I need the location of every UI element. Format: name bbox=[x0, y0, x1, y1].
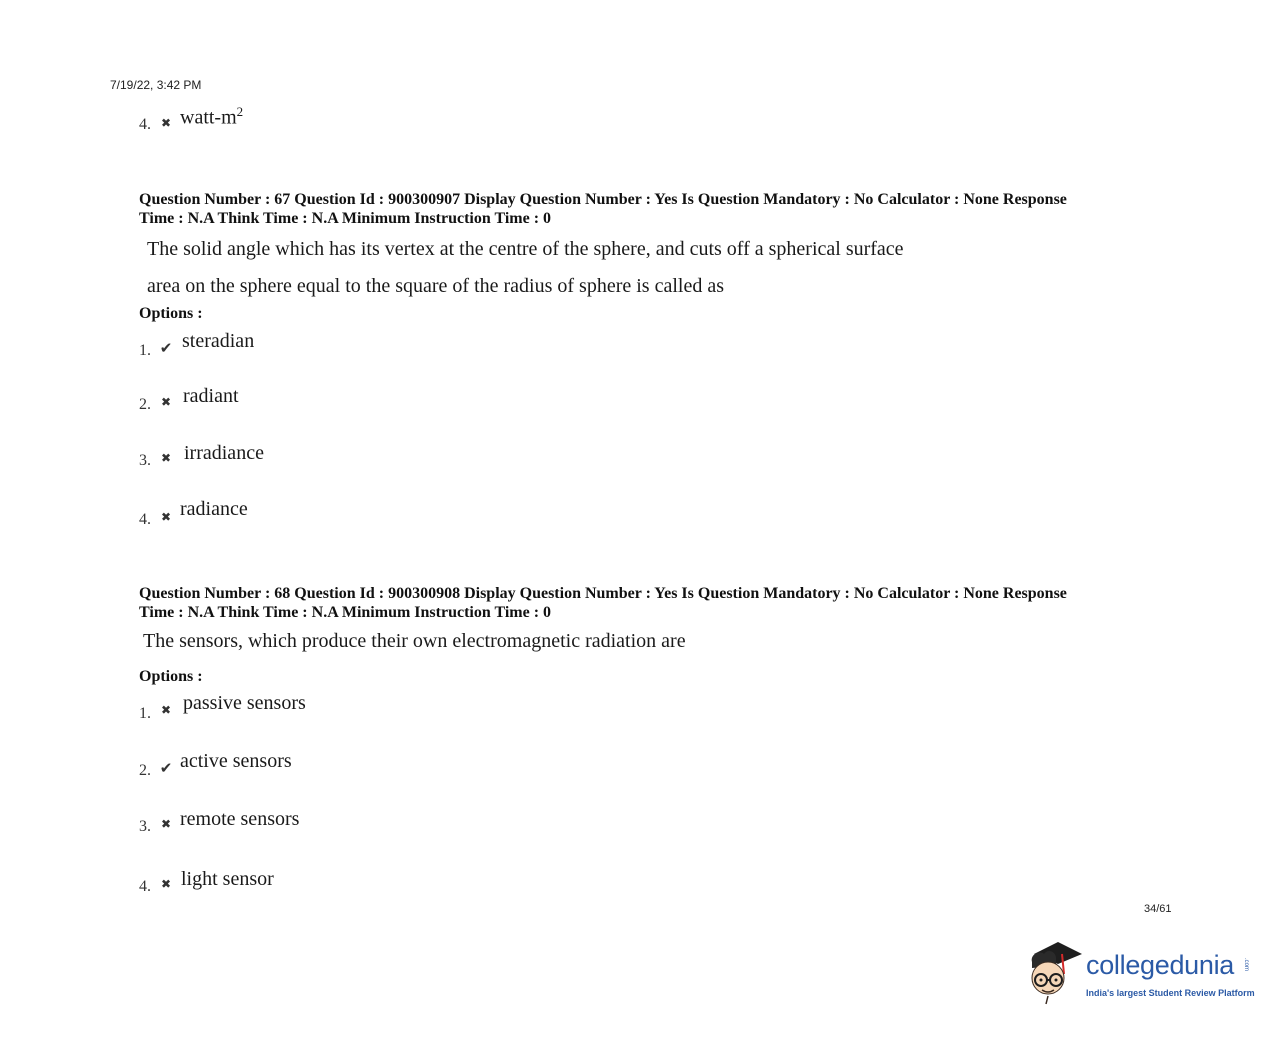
mascot-icon bbox=[1026, 940, 1084, 1006]
logo-name: collegedunia bbox=[1086, 950, 1235, 980]
option-number: 4. bbox=[139, 116, 151, 133]
option-text: steradian bbox=[182, 330, 255, 352]
question-meta-line-2: Time : N.A Think Time : N.A Minimum Instruction Time : 0 bbox=[139, 604, 552, 621]
check-icon: ✔ bbox=[159, 339, 173, 357]
question-meta-line-1: Question Number : 67 Question Id : 900300907 Display Question Number : Yes Is Question Mandatory : No Calculator : None Response bbox=[139, 191, 1067, 208]
option-text: passive sensors bbox=[183, 692, 306, 714]
logo-domain-suffix: .com bbox=[1243, 958, 1249, 972]
cross-icon: ✖ bbox=[160, 451, 172, 465]
option-number: 1. bbox=[139, 705, 151, 722]
option-number: 1. bbox=[139, 342, 151, 359]
option-text: radiant bbox=[183, 385, 239, 407]
cross-icon: ✖ bbox=[160, 703, 172, 717]
option-text: remote sensors bbox=[180, 808, 300, 830]
cross-icon: ✖ bbox=[160, 510, 172, 524]
option-number: 3. bbox=[139, 452, 151, 469]
option-number: 2. bbox=[139, 762, 151, 779]
question-text-line-2: area on the sphere equal to the square of the radius of sphere is called as bbox=[147, 275, 724, 297]
option-number: 2. bbox=[139, 396, 151, 413]
option-text: light sensor bbox=[181, 868, 274, 890]
option-text: active sensors bbox=[180, 750, 292, 772]
option-number: 3. bbox=[139, 818, 151, 835]
logo-tagline: India's largest Student Review Platform bbox=[1086, 988, 1255, 998]
cross-icon: ✖ bbox=[160, 116, 172, 130]
question-text-line-1: The solid angle which has its vertex at the centre of the sphere, and cuts off a spherical surface bbox=[147, 238, 904, 260]
cross-icon: ✖ bbox=[160, 877, 172, 891]
options-label: Options : bbox=[139, 668, 203, 685]
question-meta bbox=[139, 584, 1159, 622]
option-text: watt-$m^2$ bbox=[180, 104, 244, 129]
option-text: irradiance bbox=[184, 442, 264, 464]
options-label: Options : bbox=[139, 305, 203, 322]
question-meta-line-2: Time : N.A Think Time : N.A Minimum Instruction Time : 0 bbox=[139, 210, 552, 227]
question-text-line-1: The sensors, which produce their own electromagnetic radiation are bbox=[143, 630, 686, 652]
collegedunia-logo bbox=[1026, 940, 1256, 1010]
cross-icon: ✖ bbox=[160, 395, 172, 409]
print-timestamp: 7/19/22, 3:42 PM bbox=[110, 78, 202, 92]
option-number: 4. bbox=[139, 878, 151, 895]
option-text: radiance bbox=[180, 498, 248, 520]
question-meta-line-1: Question Number : 68 Question Id : 900300908 Display Question Number : Yes Is Question Mandatory : No Calculator : None Response bbox=[139, 585, 1067, 602]
cross-icon: ✖ bbox=[160, 817, 172, 831]
question-meta bbox=[139, 190, 1159, 228]
check-icon: ✔ bbox=[159, 759, 173, 777]
page-number: 34/61 bbox=[1144, 903, 1172, 915]
option-number: 4. bbox=[139, 511, 151, 528]
